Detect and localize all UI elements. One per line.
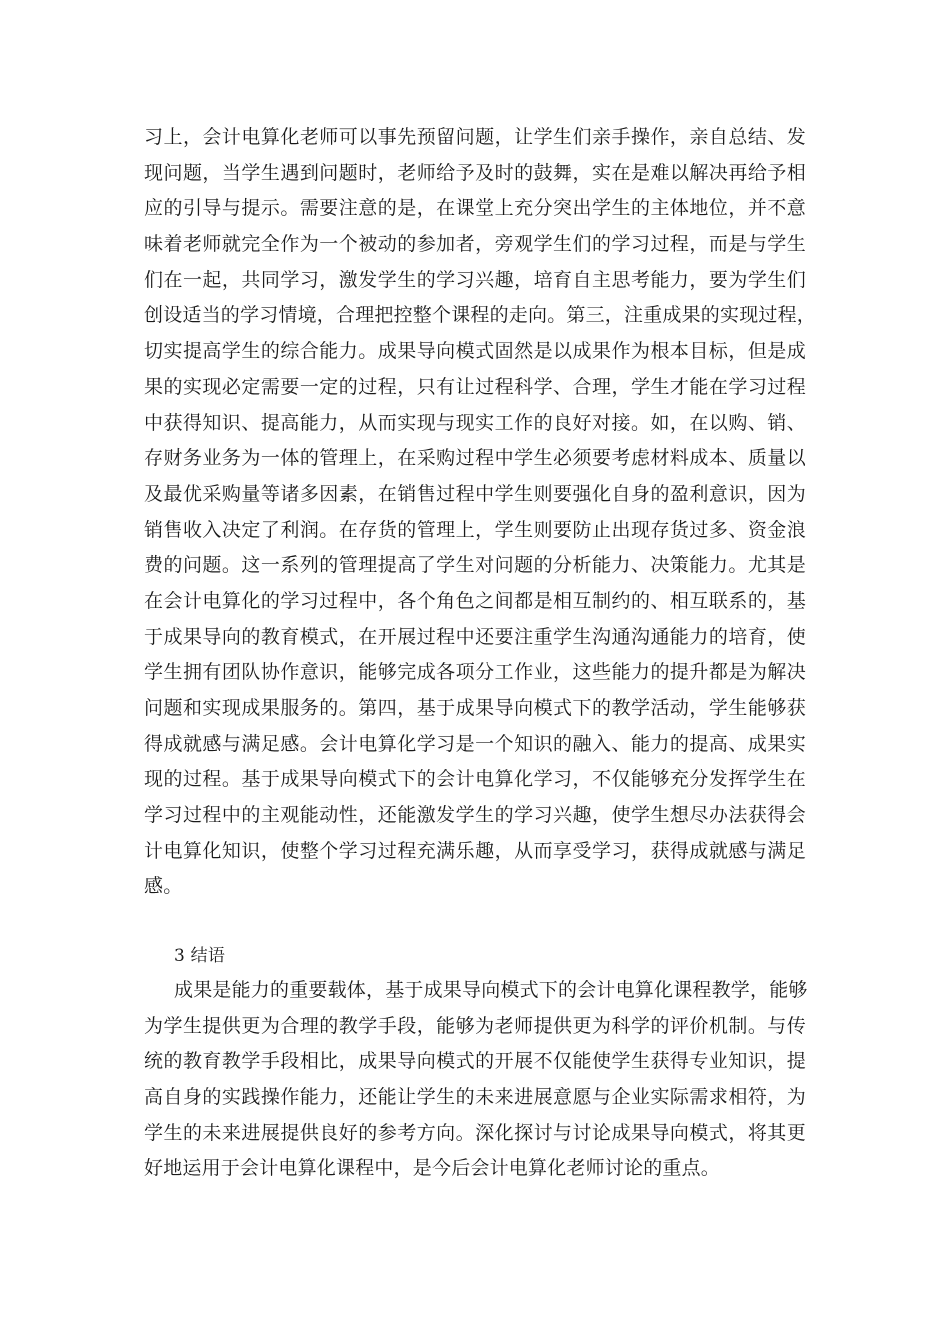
paragraph-line: 及最优采购量等诸多因素，在销售过程中学生则要强化自身的盈利意识，因为 (144, 482, 806, 505)
section-heading-block (144, 939, 806, 975)
paragraph-line: 费的问题。这一系列的管理提高了学生对问题的分析能力、决策能力。尤其是 (144, 554, 806, 577)
paragraph-line: 感。 (144, 875, 183, 898)
paragraph-line: 好地运用于会计电算化课程中，是今后会计电算化老师讨论的重点。 (144, 1157, 721, 1180)
section-heading: 3 结语 (174, 946, 226, 966)
paragraph-line: 得成就感与满足感。会计电算化学习是一个知识的融入、能力的提高、成果实 (144, 732, 806, 755)
paragraph-line: 销售收入决定了利润。在存货的管理上，学生则要防止出现存货过多、资金浪 (144, 518, 806, 541)
paragraph-line: 切实提高学生的综合能力。成果导向模式固然是以成果作为根本目标，但是成 (144, 340, 806, 363)
paragraph-line: 创设适当的学习情境，合理把控整个课程的走向。第三，注重成果的实现过程， (144, 304, 817, 327)
body-paragraph (144, 120, 817, 905)
paragraph-line: 在会计电算化的学习过程中，各个角色之间都是相互制约的、相互联系的，基 (144, 589, 806, 612)
paragraph-line: 现问题，当学生遇到问题时，老师给予及时的鼓舞，实在是难以解决再给予相 (144, 161, 806, 184)
paragraph-line: 中获得知识、提高能力，从而实现与现实工作的良好对接。如，在以购、销、 (144, 411, 806, 434)
paragraph-line: 为学生提供更为合理的教学手段，能够为老师提供更为科学的评价机制。与传 (144, 1014, 806, 1037)
paragraph-line: 学习过程中的主观能动性，还能激发学生的学习兴趣，使学生想尽办法获得会 (144, 804, 806, 827)
paragraph-line: 果的实现必定需要一定的过程，只有让过程科学、合理，学生才能在学习过程 (144, 375, 806, 398)
paragraph-line: 习上，会计电算化老师可以事先预留问题，让学生们亲手操作，亲自总结、发 (144, 126, 806, 148)
conclusion-paragraph (144, 973, 806, 1187)
paragraph-line: 味着老师就完全作为一个被动的参加者，旁观学生们的学习过程，而是与学生 (144, 233, 806, 256)
paragraph-line: 存财务业务为一体的管理上，在采购过程中学生必须要考虑材料成本、质量以 (144, 447, 806, 470)
paragraph-line: 现的过程。基于成果导向模式下的会计电算化学习，不仅能够充分发挥学生在 (144, 768, 806, 791)
paragraph-line: 问题和实现成果服务的。第四，基于成果导向模式下的教学活动，学生能够获 (144, 697, 806, 719)
paragraph-line: 应的引导与提示。需要注意的是，在课堂上充分突出学生的主体地位，并不意 (144, 197, 806, 220)
paragraph-line: 学生的未来进展提供良好的参考方向。深化探讨与讨论成果导向模式，将其更 (144, 1121, 806, 1144)
paragraph-line: 学生拥有团队协作意识，能够完成各项分工作业，这些能力的提升都是为解决 (144, 661, 806, 684)
paragraph-line: 统的教育教学手段相比，成果导向模式的开展不仅能使学生获得专业知识，提 (144, 1050, 806, 1073)
paragraph-line: 计电算化知识，使整个学习过程充满乐趣，从而享受学习，获得成就感与满足 (144, 839, 806, 862)
paragraph-line: 于成果导向的教育模式，在开展过程中还要注重学生沟通沟通能力的培育，使 (144, 625, 806, 648)
paragraph-line: 高自身的实践操作能力，还能让学生的未来进展意愿与企业实际需求相符，为 (144, 1086, 806, 1109)
paragraph-line: 们在一起，共同学习，激发学生的学习兴趣，培育自主思考能力，要为学生们 (144, 268, 806, 291)
paragraph-line: 成果是能力的重要载体，基于成果导向模式下的会计电算化课程教学，能够 (174, 979, 808, 1001)
